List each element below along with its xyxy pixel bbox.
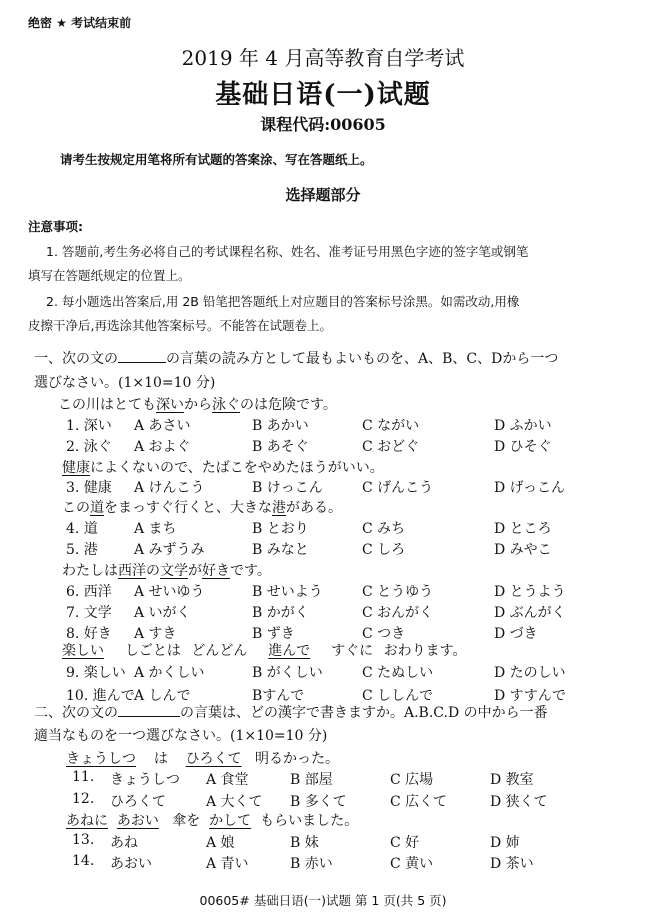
underlined-word: きょうしつ [66,751,136,767]
sentence-text: この川はとても [58,397,156,413]
sentence-text: 明るかった。 [254,751,339,767]
option-d: D みやこ [494,542,552,558]
option-b: B せいよう [252,584,323,600]
question-label: 14. [72,853,95,869]
option-d: D ぶんがく [494,605,566,621]
sentence-text: の [146,563,160,579]
sentence-text: もらいました。 [260,813,359,829]
underlined-word: 楽しい [62,643,104,659]
page-footer: 00605# 基础日语(一)试题 第 1 页(共 5 页) [199,893,447,908]
option-c: C おんがく [362,605,434,621]
option-c: C とうゆう [362,584,434,600]
option-d: D 姉 [490,835,520,851]
section2-instruction-line-2: 適当なものを一つ選びなさい。(1×10=10 分) [34,728,328,744]
sentence-text: がある。 [286,500,342,516]
option-b: B 部屋 [290,772,333,788]
option-a: A けんこう [134,480,205,496]
option-a: A 大くて [206,794,263,810]
option-c: C げんこう [362,480,434,496]
option-b: B あかい [252,418,309,434]
underlined-word: ひろくて [185,751,242,767]
option-a: A あさい [134,418,191,434]
option-d: D 茶い [490,856,534,872]
option-b: B みなと [252,542,309,558]
underlined-word: 進んで [268,643,311,659]
question-label: 3. 健康 [66,480,112,496]
question-word: あおい [110,856,152,872]
sentence-2 [62,457,384,477]
sentence-2-2 [66,810,358,830]
option-b: B かがく [252,605,309,621]
sentence-1 [58,394,337,414]
option-c: C ながい [362,418,420,434]
underlined-word: 健康 [62,460,90,476]
question-label: 13. [72,832,95,848]
question-label: 7. 文学 [66,605,112,621]
option-a: A すき [134,626,177,642]
sentence-text: わたしは [62,563,118,579]
note-2-line-1: 2. 每小题选出答案后,用 2B 铅笔把答题纸上对应题目的答案标号涂黑。如需改动,用橡 [46,294,520,309]
underlined-word: 好き [202,563,230,579]
question-label: 12. [72,791,95,807]
option-a: A せいゆう [134,584,205,600]
sentence-text: すぐに おわります。 [331,643,467,659]
option-a: A いがく [134,605,191,621]
blank-line [118,703,180,717]
option-b: B 赤い [290,856,333,872]
sentence-text: によくないので、たばこをやめたほうがいい。 [90,460,384,476]
question-label: 5. 港 [66,542,98,558]
section2-text-b: の言葉は、どの漢字で書きますか。A.B.C.D の中から一番 [180,705,548,721]
question-label: 8. 好き [66,626,112,642]
option-a: A 食堂 [206,772,249,788]
question-label: 2. 泳ぐ [66,439,112,455]
option-c: C つき [362,626,406,642]
option-c: C ししんで [362,688,434,704]
underlined-word: 西洋 [118,563,146,579]
option-b: B 多くて [290,794,347,810]
option-c: C たぬしい [362,665,434,681]
section1-text-a: 一、次の文の [34,351,118,367]
underlined-word: 文学 [160,563,188,579]
option-d: D ふかい [494,418,552,434]
section1-text-b: の言葉の読み方として最もよいものを、A、B、C、Dから一つ [166,351,559,367]
option-d: D 狭くて [490,794,548,810]
option-b: B ずき [252,626,295,642]
notes-heading: 注意事项: [28,219,83,234]
underlined-word: あおい [116,813,159,829]
underlined-word: 道 [90,500,104,516]
option-d: D 教室 [490,772,534,788]
option-c: C 広くて [390,794,448,810]
option-a: A かくしい [134,665,205,681]
question-label: 6. 西洋 [66,584,112,600]
option-a: A しんで [134,688,191,704]
option-a: A 娘 [206,835,235,851]
option-c: C おどぐ [362,439,420,455]
underlined-word: 深い [156,397,184,413]
sentence-text: 傘を [172,813,201,829]
underlined-word: 港 [272,500,286,516]
question-label: 11. [72,769,95,785]
option-c: C みち [362,521,406,537]
option-d: D げっこん [494,480,565,496]
option-c: C 広場 [390,772,434,788]
option-d: D ところ [494,521,552,537]
option-a: A 青い [206,856,249,872]
option-d: D たのしい [494,665,566,681]
underlined-word: あねに [66,813,108,829]
blank-line [118,349,166,363]
sentence-text: は [153,751,168,767]
sentence-text: をまっすぐ行くと、大きな [104,500,272,516]
option-b: B あそぐ [252,439,309,455]
course-code: 课程代码:00605 [260,115,386,134]
sentence-2-1 [66,748,339,768]
section2-text-a: 二、次の文の [34,705,118,721]
option-a: A まち [134,521,177,537]
section1-instruction-line-2: 選びなさい。(1×10=10 分) [34,375,216,391]
sentence-3 [62,497,342,517]
option-d: D すすんで [494,688,566,704]
question-label: 9. 楽しい [66,665,126,681]
sentence-text: から [184,397,212,413]
option-b: B がくしい [252,665,323,681]
question-word: きょうしつ [110,772,180,788]
option-a: A みずうみ [134,542,205,558]
sentence-text: のは危険です。 [240,397,337,413]
question-word: あね [110,835,138,851]
option-d: D とうよう [494,584,566,600]
option-d: D ひそぐ [494,439,552,455]
underlined-word: かして [209,813,252,829]
sentence-4 [62,560,271,580]
option-a: A およぐ [134,439,191,455]
instruction: 请考生按规定用笔将所有试题的答案涂、写在答题纸上。 [60,152,373,167]
part-title: 选择题部分 [285,186,361,204]
option-d: D づき [494,626,538,642]
note-2-line-2: 皮擦干净后,再选涂其他答案标号。不能答在试题卷上。 [28,318,332,333]
option-c: C 黄い [390,856,434,872]
paper-title: 基础日语(一)试题 [215,80,431,110]
section2-instruction-line-1 [34,702,548,722]
question-label: 1. 深い [66,418,112,434]
sentence-text: しごとは どんどん [124,643,248,659]
sentence-text: この [62,500,90,516]
option-b: B けっこん [252,480,323,496]
sentence-text: です。 [230,563,271,579]
option-b: B 妹 [290,835,319,851]
option-c: C しろ [362,542,406,558]
option-b: Bすんで [252,688,305,704]
question-label: 4. 道 [66,521,98,537]
question-label: 10. 進んで [66,688,135,704]
question-word: ひろくて [110,794,166,810]
sentence-text: が [188,563,202,579]
option-c: C 好 [390,835,420,851]
note-1-line-2: 填写在答题纸规定的位置上。 [28,268,191,283]
exam-title: 2019 年 4 月高等教育自学考试 [181,46,465,70]
option-b: B とおり [252,521,309,537]
confidential-label: 绝密 ★ 考试结束前 [28,16,132,30]
sentence-5 [62,640,467,660]
note-1-line-1: 1. 答题前,考生务必将自己的考试课程名称、姓名、准考证号用黑色字迹的签字笔或钢笔 [46,244,529,259]
section1-instruction-line-1 [34,348,558,368]
underlined-word: 泳ぐ [212,397,240,413]
